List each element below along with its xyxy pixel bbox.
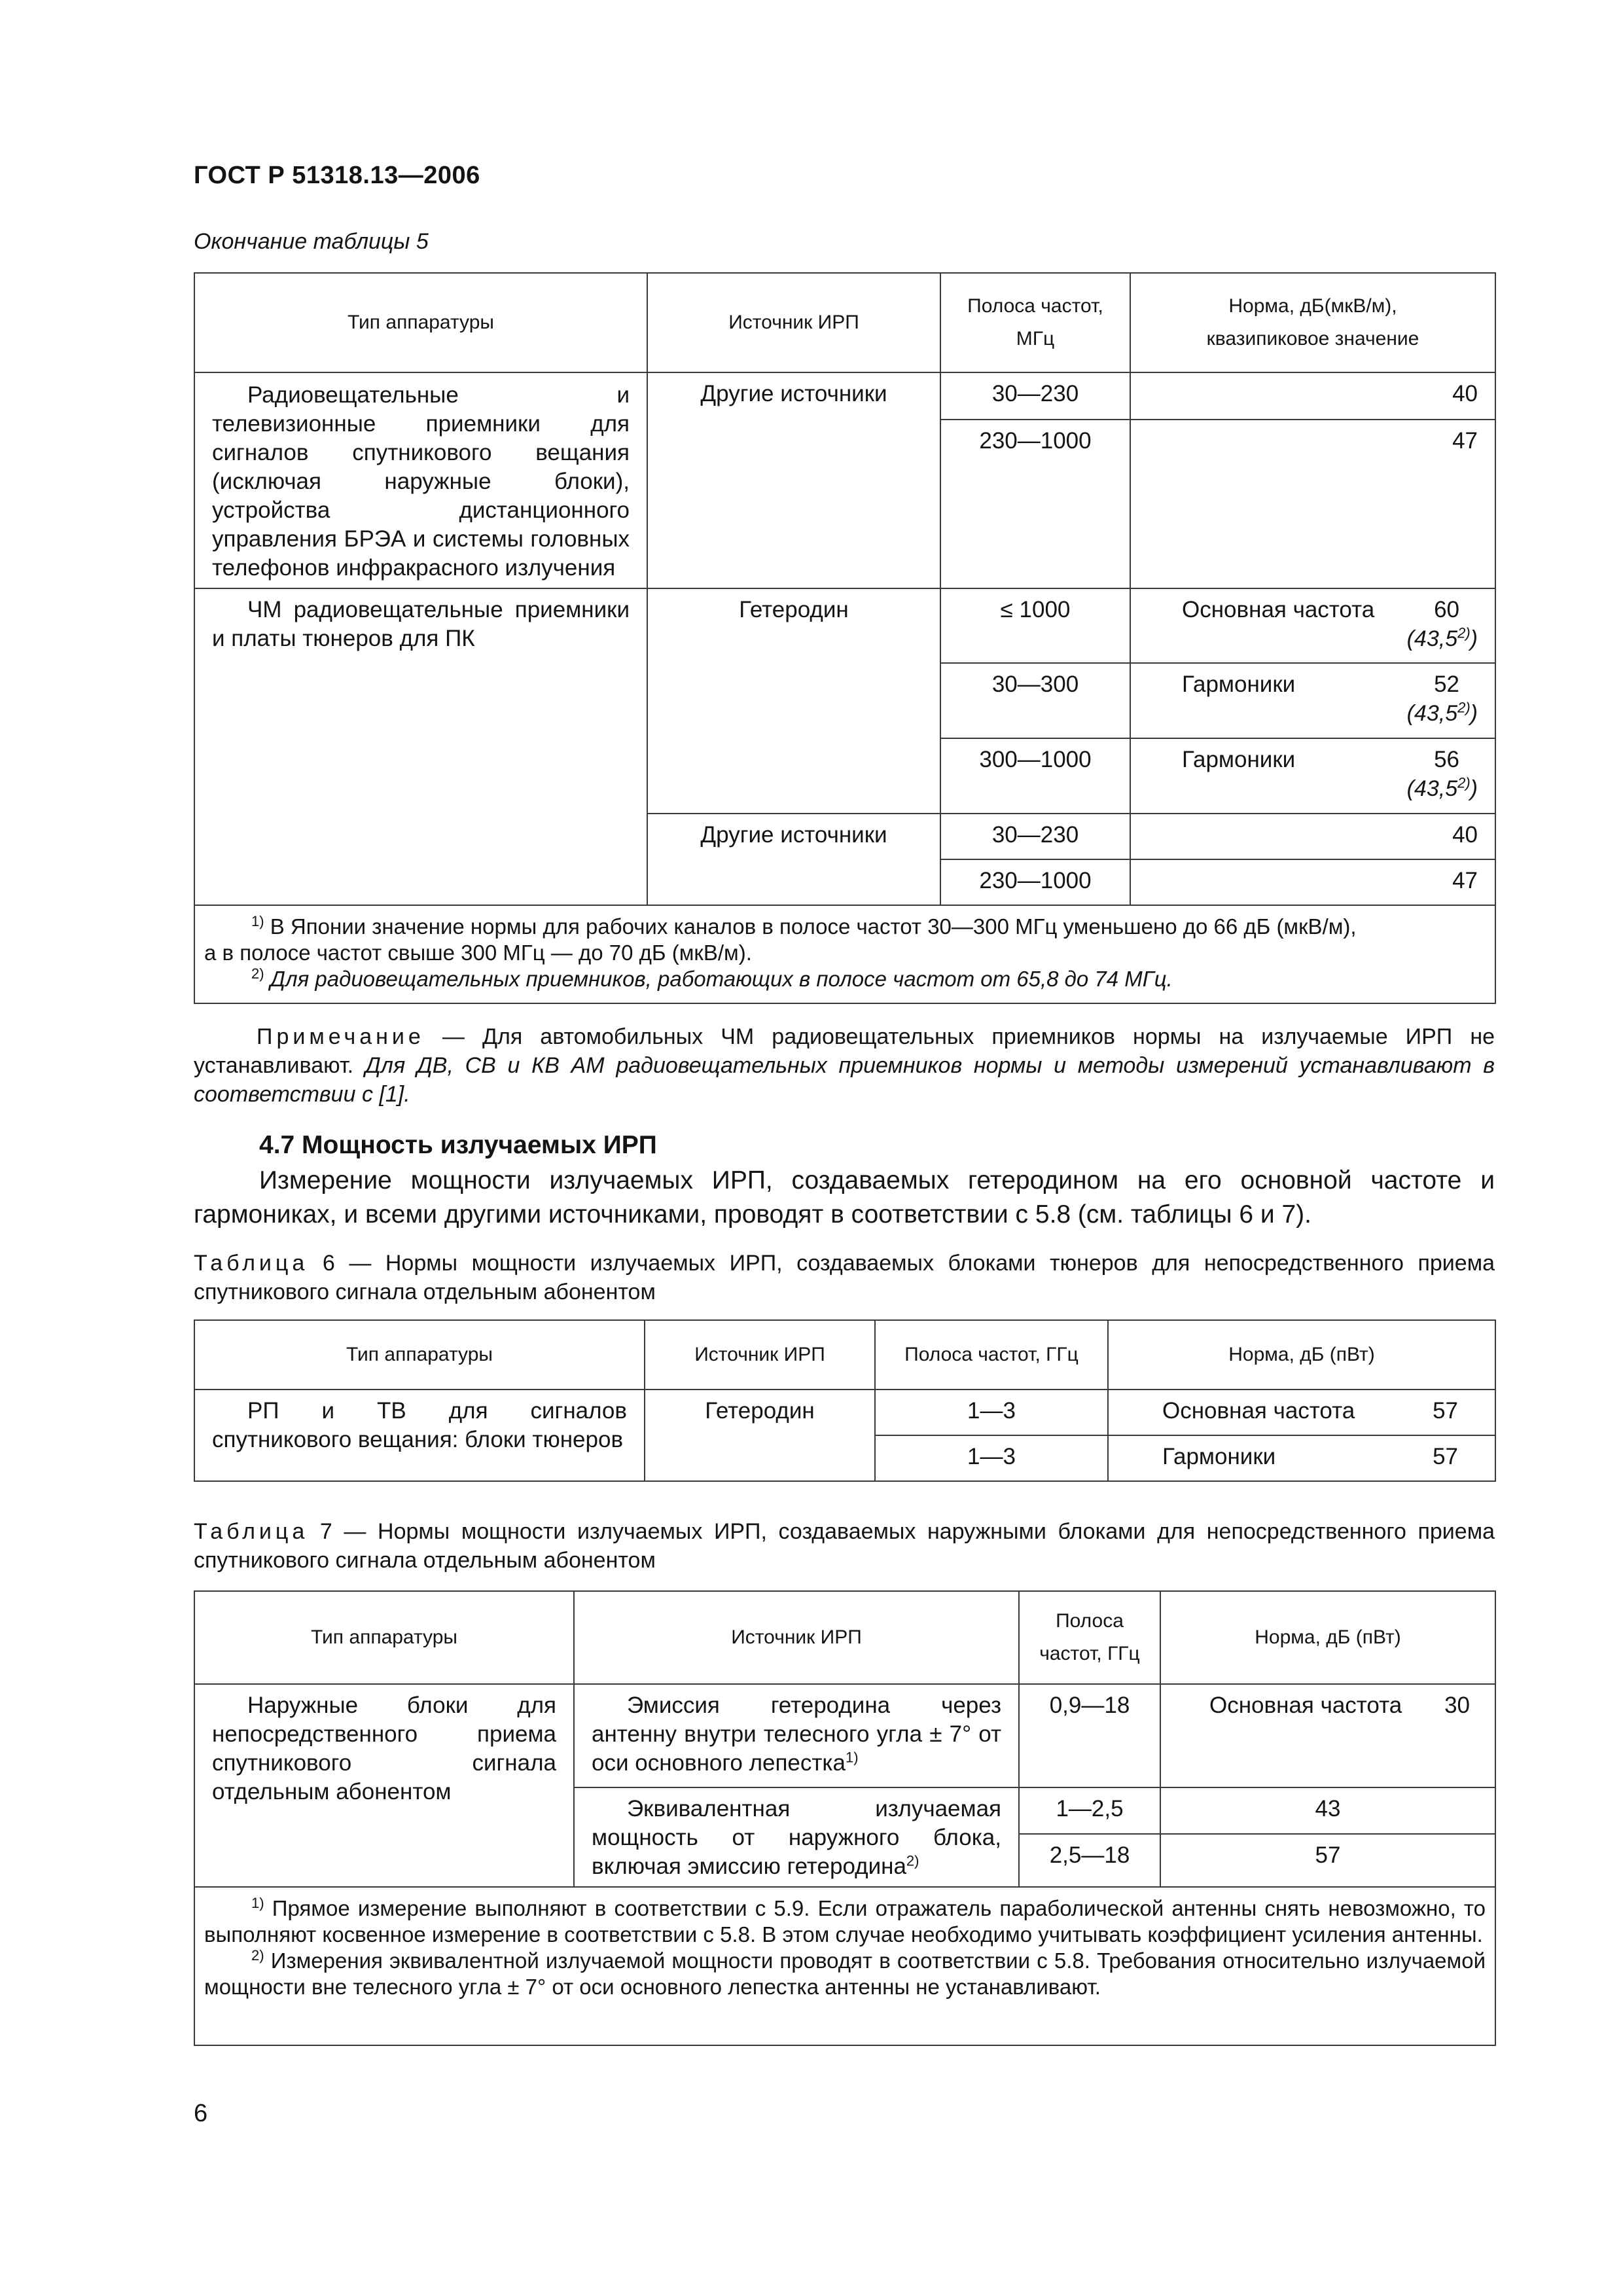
norm-cell: 47 — [1130, 420, 1495, 588]
table-row — [194, 1390, 1495, 1435]
header-type: Тип аппаратуры — [194, 1591, 574, 1684]
band-cell: 0,9—18 — [1019, 1684, 1160, 1787]
table7-caption: Таблица 7 — Нормы мощности излучаемых ИРП, создаваемых наружными блоками для непосредственного приема спутникового сигнала отдельным абонентом — [194, 1519, 1495, 1573]
section-title: 4.7 Мощность излучаемых ИРП — [259, 1131, 657, 1159]
table-row — [194, 372, 1495, 420]
table5-header-row — [194, 273, 1495, 372]
band-cell: 300—1000 — [940, 738, 1130, 814]
norm-cell: Гармоники 57 — [1108, 1435, 1495, 1481]
band-cell: ≤ 1000 — [940, 588, 1130, 663]
norm-cell: 57 — [1160, 1834, 1495, 1887]
document-code: ГОСТ Р 51318.13—2006 — [194, 162, 480, 189]
header-band: Полоса частот, ГГц — [875, 1320, 1108, 1390]
table5-footnotes: $^{1)}$ В Японии значение нормы для рабочих каналов в полосе частот 30—300 МГц уменьшено до 66 дБ (мкВ/м), а в полосе частот свыше 300 МГц — до 70 дБ (мкВ/м). $^{2)}$ Для радиовещательных приемников, работающих в полосе частот от 65,8 до 74 МГц. — [194, 905, 1495, 1003]
header-band: Полоса частот, МГц — [940, 273, 1130, 372]
equipment-type-cell: Наружные блоки для непосредственного приема спутникового сигнала отдельным абонентом — [194, 1684, 574, 1887]
section-body: Измерение мощности излучаемых ИРП, создаваемых гетеродином на его основной частоте и гармониках, и всеми другими источниками, проводят в соответствии с 5.8 (см. таблицы 6 и 7). — [194, 1166, 1495, 1229]
table7-footnotes-row — [194, 1887, 1495, 2045]
table-5 — [194, 272, 1496, 1004]
norm-cell: Основная частота 60 (43,5$^{2)}$) — [1130, 588, 1495, 663]
band-cell: 230—1000 — [940, 420, 1130, 588]
table7-footnotes: $^{1)}$ Прямое измерение выполняют в соответствии с 5.9. Если отражатель параболической антенны снять невозможно, то выполняют косвенное измерение в соответствии с 5.8. В этом случае необходимо учитывать коэффициент усиления антенны. $^{2)}$ Измерения эквивалентной излучаемой мощности проводят в соответствии с 5.8. Требования относительно излучаемой мощности вне телесного угла ± 7° от оси основного лепестка антенны не устанавливают. — [194, 1887, 1495, 2045]
band-cell: 30—230 — [940, 814, 1130, 859]
table6-header-row — [194, 1320, 1495, 1390]
table5-footnotes-row — [194, 905, 1495, 1003]
band-cell: 30—300 — [940, 663, 1130, 738]
band-cell: 2,5—18 — [1019, 1834, 1160, 1887]
band-cell: 1—3 — [875, 1390, 1108, 1435]
band-cell: 1—3 — [875, 1435, 1108, 1481]
source-cell: Другие источники — [647, 372, 940, 588]
norm-cell: Основная частота 30 — [1160, 1684, 1495, 1787]
header-norm: Норма, дБ (пВт) — [1108, 1320, 1495, 1390]
table7-header-row — [194, 1591, 1495, 1684]
table-row — [194, 1684, 1495, 1787]
header-norm: Норма, дБ (пВт) — [1160, 1591, 1495, 1684]
source-cell: Эмиссия гетеродина через антенну внутри телесного угла ± 7° от оси основного лепестка$^{1)}$ — [574, 1684, 1019, 1787]
band-cell: 30—230 — [940, 372, 1130, 420]
norm-cell: Гармоники 56 (43,5$^{2)}$) — [1130, 738, 1495, 814]
header-type: Тип аппаратуры — [194, 273, 647, 372]
table-row — [194, 588, 1495, 663]
source-cell: Гетеродин — [645, 1390, 875, 1481]
norm-cell: 47 — [1130, 859, 1495, 905]
norm-cell: 40 — [1130, 814, 1495, 859]
band-cell: 230—1000 — [940, 859, 1130, 905]
header-source: Источник ИРП — [647, 273, 940, 372]
norm-cell: 43 — [1160, 1787, 1495, 1834]
norm-cell: Основная частота 57 — [1108, 1390, 1495, 1435]
table-7 — [194, 1590, 1496, 2046]
source-cell: Гетеродин — [647, 588, 940, 814]
band-cell: 1—2,5 — [1019, 1787, 1160, 1834]
header-type: Тип аппаратуры — [194, 1320, 645, 1390]
equipment-type-cell: Радиовещательные и телевизионные приемники для сигналов спутникового вещания (исключая наружные блоки), устройства дистанционного управления БРЭА и системы головных телефонов инфракрасного излучения — [194, 372, 647, 588]
header-source: Источник ИРП — [645, 1320, 875, 1390]
header-source: Источник ИРП — [574, 1591, 1019, 1684]
equipment-type-cell: РП и ТВ для сигналов спутникового вещания: блоки тюнеров — [194, 1390, 645, 1481]
table6-caption: Таблица 6 — Нормы мощности излучаемых ИРП, создаваемых блоками тюнеров для непосредственного приема спутникового сигнала отдельным абонентом — [194, 1251, 1495, 1304]
table5-caption: Окончание таблицы 5 — [194, 229, 429, 254]
note-paragraph: Примечание — Для автомобильных ЧМ радиовещательных приемников нормы на излучаемые ИРП не устанавливают. Для ДВ, СВ и КВ АМ радиовещательных приемников нормы и методы измерений устанавливают в соответствии с [1]. — [194, 1024, 1495, 1107]
note-label: Примечание — [257, 1024, 425, 1049]
norm-cell: 40 — [1130, 372, 1495, 420]
norm-cell: Гармоники 52 (43,5$^{2)}$) — [1130, 663, 1495, 738]
table-6 — [194, 1319, 1496, 1482]
header-band: Полоса частот, ГГц — [1019, 1591, 1160, 1684]
header-norm: Норма, дБ(мкВ/м), квазипиковое значение — [1130, 273, 1495, 372]
page-number: 6 — [194, 2100, 208, 2127]
source-cell: Другие источники — [647, 814, 940, 905]
source-cell: Эквивалентная излучаемая мощность от наружного блока, включая эмиссию гетеродина$^{2)}$ — [574, 1787, 1019, 1887]
equipment-type-cell: ЧМ радиовещательные приемники и платы тюнеров для ПК — [194, 588, 647, 905]
